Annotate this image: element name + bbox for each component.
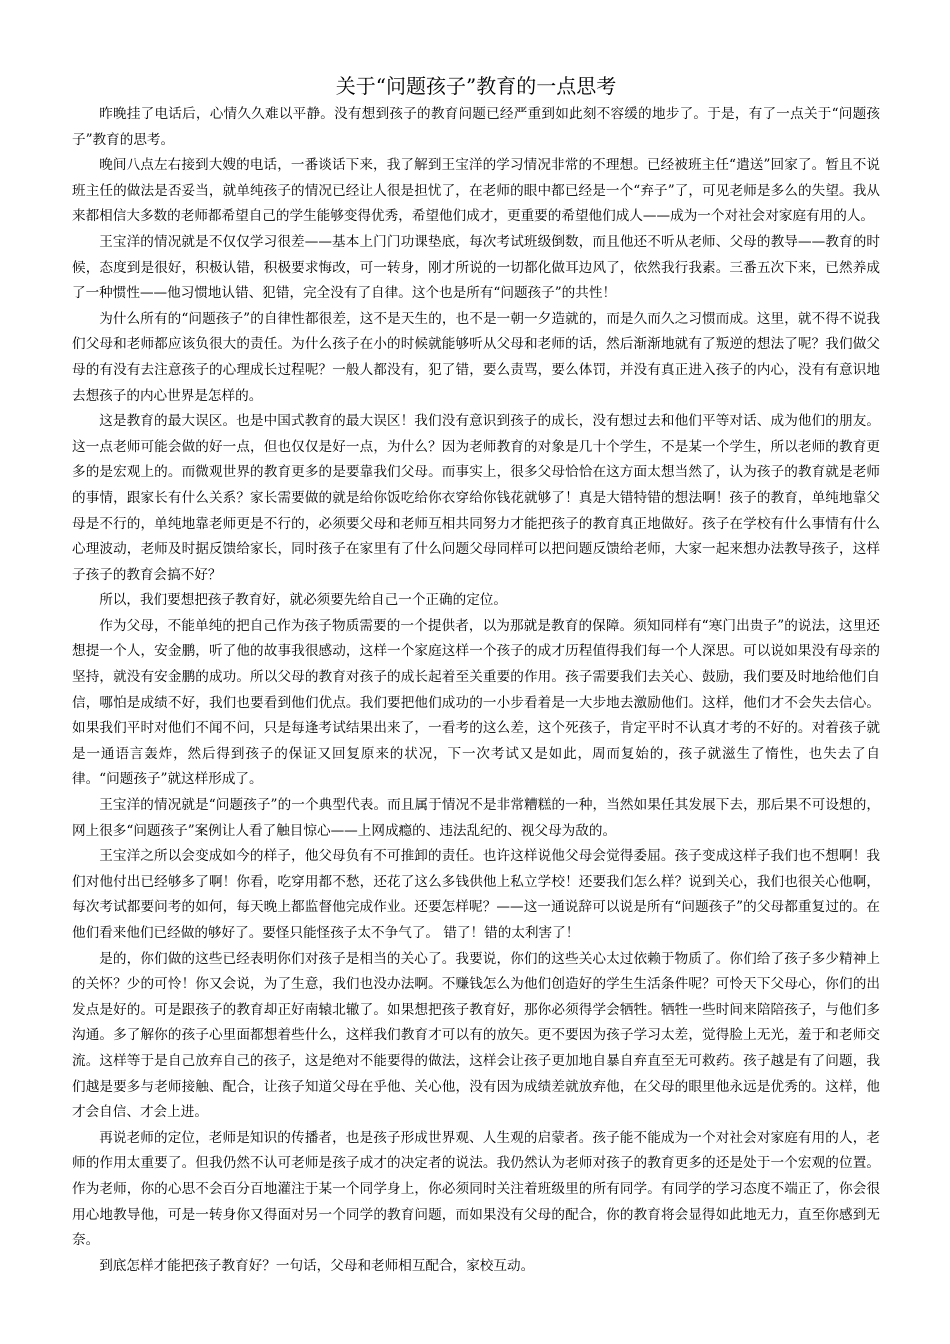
paragraph-7: 作为父母，不能单纯的把自己作为孩子物质需要的一个提供者，以为那就是教育的保障。须知同样有“寒门出贵子”的说法，这里还想提一个人，安金鹏，听了他的故事我很感动，这样一个家庭这样一个孩子的成才历程值得我们每一个人深思。可以说如果没有母亲的坚持，就没有安金鹏的成功。所以父母的教育对孩子的成长起着至关重要的作用。孩子需要我们去关心、鼓励，我们要及时地给他们自信，哪怕是成绩不好，我们也要看到他们优点。我们要把他们成功的一小步看着是一大步地去激励他们。这样，他们才不会失去信心。如果我们平时对他们不闻不问，只是每逢考试结果出来了，一看考的这么差，这个死孩子，肯定平时不认真才考的不好的。对着孩子就是一通语言轰炸，然后得到孩子的保证又回复原来的状况，下一次考试又是如此，周而复始的，孩子就滋生了惰性，也失去了自律。“问题孩子”就这样形成了。	[72, 617, 880, 788]
paragraph-2: 晚间八点左右接到大嫂的电话，一番谈话下来，我了解到王宝洋的学习情况非常的不理想。已经被班主任“遣送”回家了。暂且不说班主任的做法是否妥当，就单纯孩子的情况已经让人很是担忧了，在老师的眼中都已经是一个“弃子”了，可见老师是多么的失望。我从来都相信大多数的老师都希望自己的学生能够变得优秀，希望他们成才，更重要的希望他们成人——成为一个对社会对家庭有用的人。	[72, 157, 880, 225]
paragraph-3: 王宝洋的情况就是不仅仅学习很差——基本上门门功课垫底，每次考试班级倒数，而且他还不听从老师、父母的教导——教育的时候，态度到是很好，积极认错，积极要求悔改，可一转身，刚才所说的一切都化做耳边风了，依然我行我素。三番五次下来，已然养成了一种惯性——他习惯地认错、犯错，完全没有了自律。这个也是所有“问题孩子”的共性！	[72, 233, 880, 302]
document-title: 关于“问题孩子”教育的一点思考	[335, 74, 617, 98]
paragraph-8: 王宝洋的情况就是“问题孩子”的一个典型代表。而且属于情况不是非常糟糕的一种，当然如果任其发展下去，那后果不可设想的，网上很多“问题孩子”案例让人看了触目惊心——上网成瘾的、违法乱纪的、视父母为敌的。	[72, 797, 880, 839]
paragraph-4: 为什么所有的“问题孩子”的自律性都很差，这不是天生的，也不是一朝一夕造就的，而是久而久之习惯而成。这里，就不得不说我们父母和老师都应该负很大的责任。为什么孩子在小的时候就能够听从父母和老师的话，然后渐渐地就有了叛逆的想法了呢？我们做父母的有没有去注意孩子的心理成长过程呢？一般人都没有，犯了错，要么责骂，要么体罚，并没有真正进入孩子的内心，没有有意识地去想孩子的内心世界是怎样的。	[72, 310, 880, 404]
paragraph-11: 再说老师的定位，老师是知识的传播者，也是孩子形成世界观、人生观的启蒙者。孩子能不能成为一个对社会对家庭有用的人，老师的作用太重要了。但我仍然不认可老师是孩子成才的决定者的说法。我仍然认为老师对孩子的教育更多的还是处于一个宏观的位置。作为老师，你的心思不会百分百地灌注于某一个同学身上，你必须同时关注着班级里的所有同学。有同学的学习态度不端正了，你会很用心地教导他，可是一转身你又得面对另一个同学的教育问题，而如果没有父母的配合，你的教育将会显得如此地无力，直至你感到无奈。	[72, 1129, 880, 1249]
paragraph-10: 是的，你们做的这些已经表明你们对孩子是相当的关心了。我要说，你们的这些关心太过依赖于物质了。你们给了孩子多少精神上的关怀？少的可怜！你又会说，为了生意，我们也没办法啊。不赚钱怎么为他们创造好的学生生活条件呢？可怜天下父母心，你们的出发点是好的。可是跟孩子的教育却正好南辕北辙了。如果想把孩子教育好，那你必须得学会牺牲。牺牲一些时间来陪陪孩子，与他们多沟通。多了解你的孩子心里面都想着些什么，这样我们教育才可以有的放矢。更不要因为孩子学习太差，觉得脸上无光，羞于和老师交流。这样等于是自己放弃自己的孩子，这是绝对不能要得的做法，这样会让孩子更加地自暴自弃直至无可救药。孩子越是有了问题，我们越是要多与老师接触、配合，让孩子知道父母在乎他、关心他，没有因为成绩差就放弃他，在父母的眼里他永远是优秀的。这样，他才会自信、才会上进。	[72, 950, 880, 1121]
paragraph-5: 这是教育的最大误区。也是中国式教育的最大误区！我们没有意识到孩子的成长，没有想过去和他们平等对话、成为他们的朋友。这一点老师可能会做的好一点，但也仅仅是好一点，为什么？因为老师教育的对象是几十个学生，不是某一个学生，所以老师的教育更多的是宏观上的。而微观世界的教育更多的是要靠我们父母。而事实上，很多父母恰恰在这方面太想当然了，认为孩子的教育就是老师的事情，跟家长有什么关系？家长需要做的就是给你饭吃给你衣穿给你钱花就够了！真是大错特错的想法啊！孩子的教育，单纯地靠父母是不行的，单纯地靠老师更是不行的，必须要父母和老师互相共同努力才能把孩子的教育真正地做好。孩子在学校有什么事情有什么心理波动，老师及时据反馈给家长，同时孩子在家里有了什么问题父母同样可以把问题反馈给老师，大家一起来想办法教导孩子，这样子孩子的教育会搞不好？	[72, 413, 880, 583]
paragraph-12: 到底怎样才能把孩子教育好？一句话，父母和老师相互配合，家校互动。	[99, 1257, 535, 1274]
paragraph-9: 王宝洋之所以会变成如今的样子，他父母负有不可推卸的责任。也许这样说他父母会觉得委屈。孩子变成这样子我们也不想啊！我们对他付出已经够多了啊！你看，吃穿用都不愁，还花了这么多钱供他上私立学校！还要我们怎么样？说到关心，我们也很关心他啊，每次考试都要问考的如何，每天晚上都监督他完成作业。还要怎样呢？——这一通说辞可以说是所有“问题孩子”的父母都重复过的。在他们看来他们已经做的够好了。要怪只能怪孩子太不争气了。 错了！错的太利害了！	[72, 848, 880, 941]
paragraph-6: 所以，我们要想把孩子教育好，就必须要先给自己一个正确的定位。	[99, 592, 507, 609]
document-page	[72, 72, 880, 1279]
paragraph-1: 昨晚挂了电话后，心情久久难以平静。没有想到孩子的教育问题已经严重到如此刻不容缓的地步了。于是，有了一点关于“问题孩子”教育的思考。	[72, 106, 880, 148]
